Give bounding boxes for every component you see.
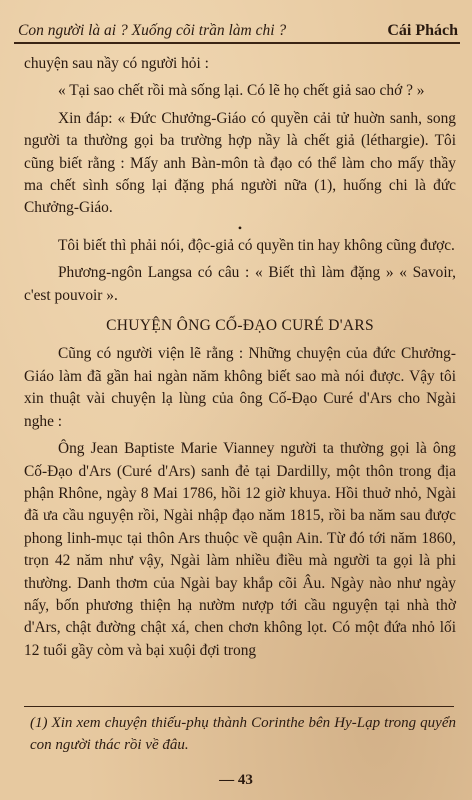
paragraph: Xin đáp: « Đức Chưởng-Giáo có quyền cải tử huờn sanh, song người ta thường gọi ba trường hợp nầy là chết giả (léthargie). Tôi cũng biết rằng : Mấy anh Bàn-môn tà đạo có thể làm cho mấy thầy ma chết sình sống lại đặng phá người nữa (1), huống chi là đức Chưởng-Giáo. (24, 109, 456, 217)
section-title: CHUYỆN ÔNG CỐ-ĐẠO CURÉ D'ARS (106, 317, 374, 335)
paragraph: « Tại sao chết rồi mà sống lại. Có lẽ họ chết giả sao chớ ? » (58, 82, 425, 100)
header-title: Con người là ai ? Xuống cõi trần làm chi ? (18, 22, 287, 39)
body-text (24, 53, 456, 667)
paragraph: Tôi biết thì phải nói, độc-giả có quyền tin hay không cũng được. (58, 236, 455, 254)
paragraph: Phương-ngôn Langsa có câu : « Biết thì làm đặng » « Savoir, c'est pouvoir ». (24, 264, 456, 304)
header-tag: Cái Phách (387, 22, 458, 39)
paragraph: Ông Jean Baptiste Marie Vianney người ta thường gọi là ông Cố-Đạo d'Ars (Curé d'Ars) sanh đẻ tại Dardilly, một thôn trong địa phận Rhône, ngày 8 Mai 1786, hồi 12 giờ khuya. Hồi thuở nhỏ, Ngài đã ưa cầu nguyện rồi, Ngài nhập đạo năm 1815, rồi ba năm sau được phong linh-mục tại thôn Ars thuộc về quận Ain. Từ đó tới năm 1860, trọn 42 năm như vậy, Ngài làm nhiều điều mà người ta gọi là phi thường. Danh thơm của Ngài bay khắp cõi Âu. Ngày nào như ngày nấy, bốn phương thiện hạ nườm nượp tới cầu nguyện tại nhà thờ d'Ars, chật đường chật xá, chen chơn không lọt. Có một đứa nhỏ lối 12 tuổi gầy còm và bại xuội đợi trong (24, 440, 456, 659)
running-header (18, 14, 458, 40)
paragraph: Cũng có người viện lẽ rằng : Những chuyện của đức Chưởng-Giáo làm đã gần hai ngàn năm không biết sao mà nói được. Vậy tôi xin thuật vài chuyện lạ lùng của ông Cố-Đạo Curé d'Ars cho Ngài nghe : (24, 345, 456, 430)
bullet-mark: • (237, 220, 243, 235)
page-number: — 43 (219, 772, 253, 788)
footnote: (1) Xin xem chuyện thiếu-phụ thành Corinthe bên Hy-Lạp trong quyển con người thác rồi về đâu. (30, 715, 456, 753)
header-rule (14, 42, 460, 44)
footnote-rule (24, 706, 454, 707)
paragraph: chuyện sau nầy có người hỏi : (24, 55, 209, 72)
